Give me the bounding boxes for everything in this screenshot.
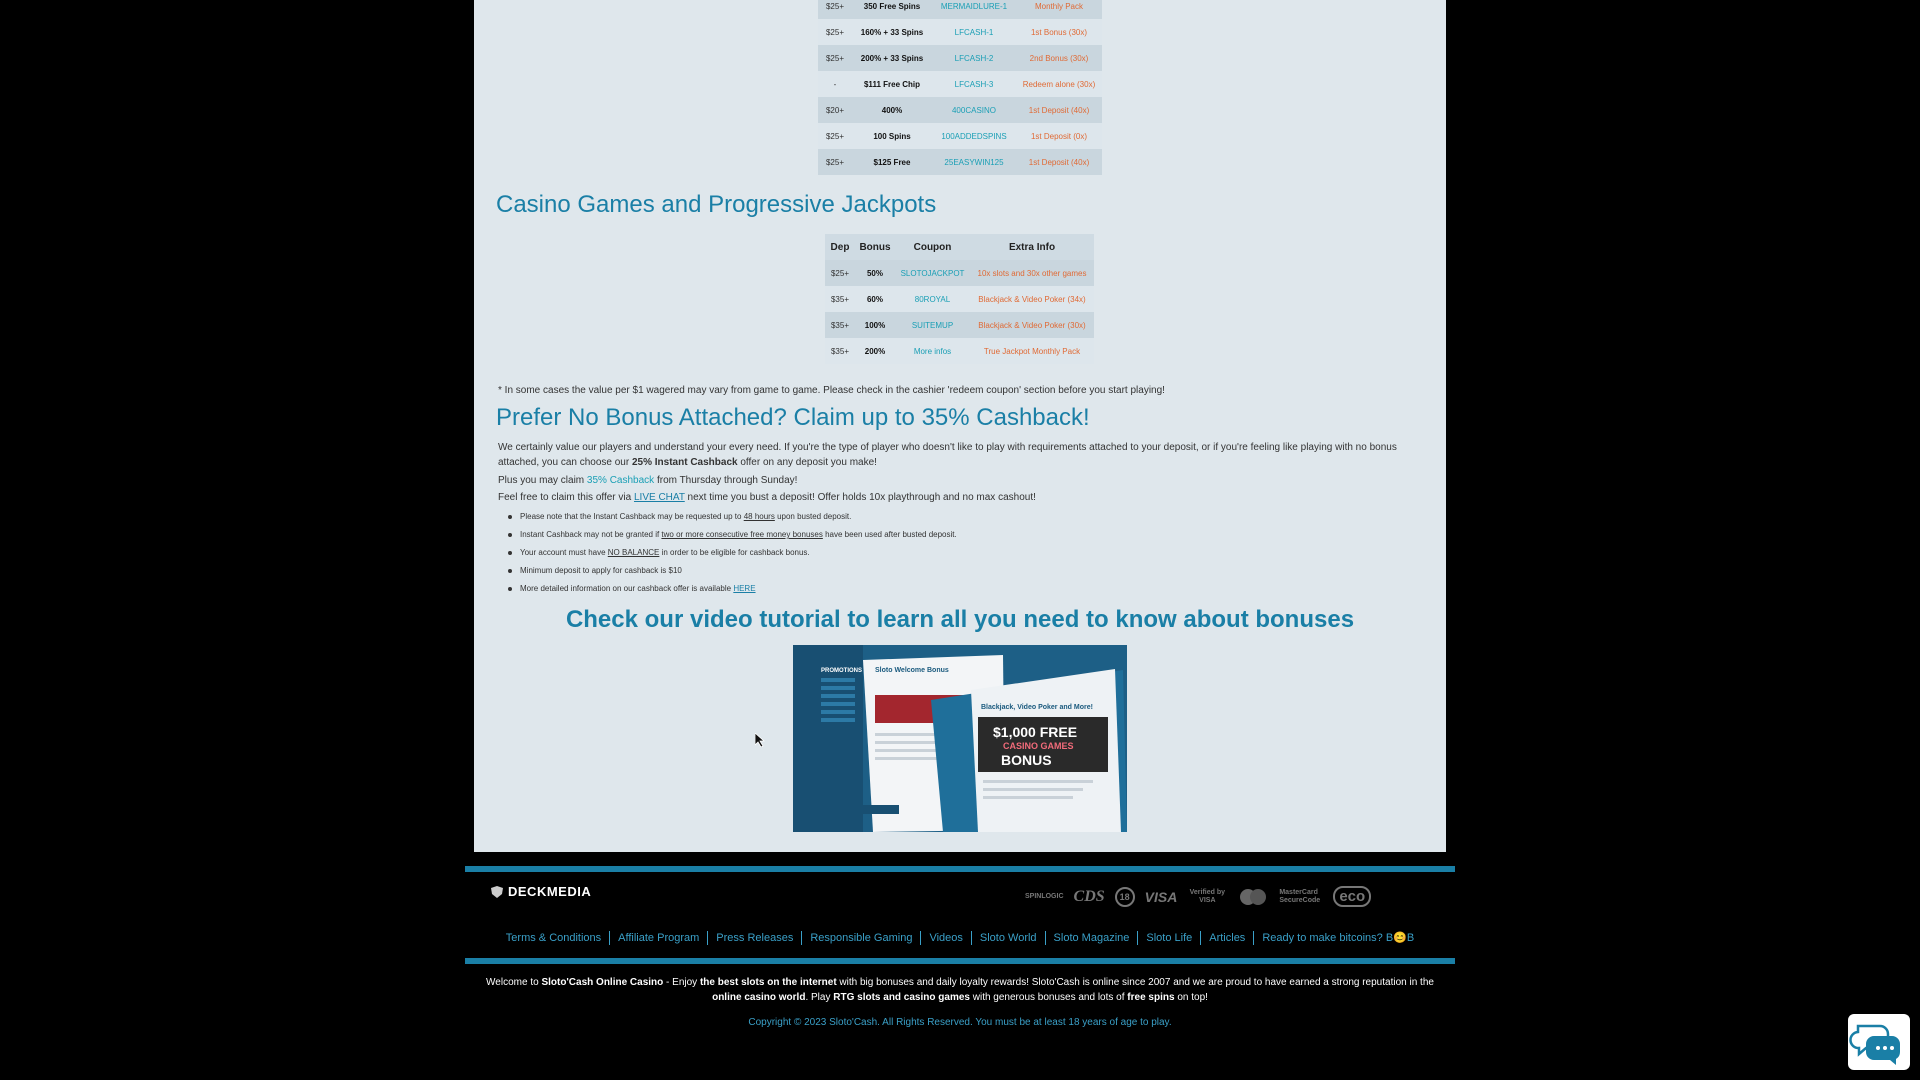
text: . Play bbox=[805, 992, 834, 1003]
casino-heading: Casino Games and Progressive Jackpots bbox=[496, 191, 937, 218]
cell-dep: $35+ bbox=[825, 286, 855, 312]
footer-link-sloto-life[interactable]: Sloto Life bbox=[1138, 931, 1201, 945]
cashback-paragraph-3 bbox=[498, 490, 1428, 505]
text: Sloto'Cash Online Casino bbox=[541, 977, 664, 988]
video-thumbnail[interactable] bbox=[793, 645, 1127, 832]
table-row bbox=[818, 45, 1102, 71]
text: Plus you may claim bbox=[498, 475, 587, 486]
cell-extra: Blackjack & Video Poker (34x) bbox=[970, 286, 1094, 312]
footer-bottom-divider bbox=[465, 958, 1455, 964]
footer-link-responsible-gaming[interactable]: Responsible Gaming bbox=[802, 931, 921, 945]
text: Feel free to claim this offer via bbox=[498, 492, 634, 503]
cell-dep: $25+ bbox=[818, 0, 852, 19]
deckmedia-shield-icon bbox=[490, 885, 504, 899]
footer-link-sloto-magazine[interactable]: Sloto Magazine bbox=[1046, 931, 1139, 945]
cell-bonus: 350 Free Spins bbox=[852, 0, 932, 19]
cell-extra: 1st Deposit (40x) bbox=[1016, 97, 1102, 123]
spinlogic-logo: SPINLOGIC bbox=[1025, 893, 1064, 900]
cell-dep: $35+ bbox=[825, 338, 855, 364]
thumb-banner-amount: $1,000 FREE bbox=[993, 724, 1078, 740]
hours-link[interactable]: 48 hours bbox=[743, 512, 775, 521]
text: from Thursday through Sunday! bbox=[654, 475, 798, 486]
cell-dep: - bbox=[818, 71, 852, 97]
casino-table bbox=[825, 234, 1094, 364]
text: on top! bbox=[1174, 992, 1208, 1003]
mastercard-securecode-logo: MasterCard SecureCode bbox=[1279, 888, 1321, 904]
mastercard-circles-icon bbox=[1237, 888, 1269, 906]
text: have been used after busted deposit. bbox=[822, 530, 957, 539]
list-item bbox=[500, 580, 957, 598]
payment-logos bbox=[1025, 886, 1371, 907]
cell-bonus: $111 Free Chip bbox=[852, 71, 932, 97]
cell-coupon[interactable]: LFCASH-2 bbox=[932, 45, 1016, 71]
cell-coupon[interactable]: 400CASINO bbox=[932, 97, 1016, 123]
cell-extra: 1st Deposit (0x) bbox=[1016, 123, 1102, 149]
no-balance-link[interactable]: NO BALANCE bbox=[607, 548, 660, 557]
footer-link-affiliate[interactable]: Affiliate Program bbox=[610, 931, 708, 945]
cell-coupon[interactable]: 100ADDEDSPINS bbox=[932, 123, 1016, 149]
cell-extra: 10x slots and 30x other games bbox=[970, 260, 1094, 286]
consecutive-bonuses-link[interactable]: two or more consecutive free money bonuses bbox=[661, 530, 823, 539]
cell-bonus: 100 Spins bbox=[852, 123, 932, 149]
text: the best slots on the internet bbox=[699, 977, 837, 988]
text: Your account must have bbox=[520, 548, 608, 557]
table-row bbox=[825, 260, 1094, 286]
list-item bbox=[500, 508, 957, 526]
table-row bbox=[818, 71, 1102, 97]
col-header-coupon: Coupon bbox=[895, 234, 970, 260]
cds-logo: CDS bbox=[1073, 887, 1105, 905]
mouse-cursor-icon bbox=[755, 733, 765, 747]
video-thumbnail-art bbox=[793, 645, 1127, 832]
here-link[interactable]: HERE bbox=[733, 584, 756, 593]
verified-by-visa-logo: Verified by VISA bbox=[1189, 888, 1226, 904]
cell-bonus: $125 Free bbox=[852, 149, 932, 175]
cell-extra: Redeem alone (30x) bbox=[1016, 71, 1102, 97]
footer-link-press[interactable]: Press Releases bbox=[708, 931, 802, 945]
text: upon busted deposit. bbox=[774, 512, 852, 521]
text: free spins bbox=[1127, 992, 1175, 1003]
footer-link-terms[interactable]: Terms & Conditions bbox=[498, 931, 610, 945]
text: online casino world bbox=[712, 992, 806, 1003]
cell-bonus: 50% bbox=[855, 260, 895, 286]
cell-dep: $20+ bbox=[818, 97, 852, 123]
cell-extra: Monthly Pack bbox=[1016, 0, 1102, 19]
live-chat-widget-button[interactable] bbox=[1848, 1014, 1910, 1070]
cell-bonus: 60% bbox=[855, 286, 895, 312]
visa-logo: VISA bbox=[1144, 888, 1178, 905]
text: with generous bonuses and lots of bbox=[969, 992, 1128, 1003]
cell-bonus: 200% + 33 Spins bbox=[852, 45, 932, 71]
text: - Enjoy bbox=[663, 977, 700, 988]
cell-coupon[interactable]: LFCASH-1 bbox=[932, 19, 1016, 45]
cell-dep: $25+ bbox=[818, 19, 852, 45]
instant-cashback-emphasis: 25% Instant Cashback bbox=[631, 457, 738, 468]
text: Welcome to bbox=[486, 977, 542, 988]
deckmedia-logo[interactable] bbox=[490, 884, 591, 899]
table-row bbox=[825, 312, 1094, 338]
cell-coupon[interactable]: More infos bbox=[895, 338, 970, 364]
table-row bbox=[825, 338, 1094, 364]
text: We certainly value our players and understand your every need. If you're the type of player who doesn't like to play with requirements attached to your deposit, or if you're feeling like playing with no bonus attached, you can choose our bbox=[498, 442, 1397, 468]
thumb-card2-title: Blackjack, Video Poker and More! bbox=[981, 704, 1093, 711]
cell-coupon[interactable]: 80ROYAL bbox=[895, 286, 970, 312]
cell-coupon[interactable]: SUITEMUP bbox=[895, 312, 970, 338]
table-row bbox=[818, 97, 1102, 123]
col-header-dep: Dep bbox=[825, 234, 855, 260]
cell-dep: $25+ bbox=[818, 45, 852, 71]
thumb-promotions-label: PROMOTIONS bbox=[821, 668, 863, 674]
cell-bonus: 160% + 33 Spins bbox=[852, 19, 932, 45]
promo-table-top bbox=[818, 0, 1102, 175]
cell-dep: $35+ bbox=[825, 312, 855, 338]
footer-top-divider bbox=[465, 866, 1455, 872]
deckmedia-logo-text: DECKMEDIA bbox=[508, 884, 592, 899]
text: Instant Cashback may not be granted if bbox=[520, 530, 662, 539]
table-row bbox=[818, 123, 1102, 149]
cell-dep: $25+ bbox=[818, 123, 852, 149]
eco-logo: eco bbox=[1333, 886, 1371, 907]
cell-dep: $25+ bbox=[825, 260, 855, 286]
text: offer on any deposit you make! bbox=[737, 457, 877, 468]
text: RTG slots and casino games bbox=[833, 992, 970, 1003]
cell-extra: 2nd Bonus (30x) bbox=[1016, 45, 1102, 71]
footer-links bbox=[474, 931, 1446, 945]
thumb-card1-title: Sloto Welcome Bonus bbox=[875, 667, 949, 674]
text: More detailed information on our cashback offer is available bbox=[520, 584, 734, 593]
thumb-banner-bonus: BONUS bbox=[1001, 752, 1052, 768]
cell-extra: Blackjack & Video Poker (30x) bbox=[970, 312, 1094, 338]
footer-link-articles[interactable]: Articles bbox=[1201, 931, 1254, 945]
list-item: Minimum deposit to apply for cashback is $10 bbox=[500, 562, 957, 580]
footer-link-sloto-world[interactable]: Sloto World bbox=[972, 931, 1046, 945]
text: Please note that the Instant Cashback may be requested up to bbox=[520, 512, 744, 521]
cell-coupon[interactable]: MERMAIDLURE-1 bbox=[932, 0, 1016, 19]
cashback-rules-list bbox=[500, 508, 957, 598]
live-chat-link[interactable]: LIVE CHAT bbox=[633, 492, 685, 503]
table-row bbox=[818, 19, 1102, 45]
age-18-icon: 18 bbox=[1115, 887, 1135, 907]
cell-extra: True Jackpot Monthly Pack bbox=[970, 338, 1094, 364]
col-header-extra: Extra Info bbox=[970, 234, 1094, 260]
table-row bbox=[825, 286, 1094, 312]
cell-coupon[interactable]: SLOTOJACKPOT bbox=[895, 260, 970, 286]
text: next time you bust a deposit! Offer holds 10x playthrough and no max cashout! bbox=[684, 492, 1036, 503]
cell-coupon[interactable]: 25EASYWIN125 bbox=[932, 149, 1016, 175]
cashback-paragraph-1 bbox=[498, 440, 1428, 470]
table-row bbox=[818, 0, 1102, 19]
chat-bubbles-icon bbox=[1848, 1014, 1910, 1070]
welcome-text bbox=[474, 975, 1446, 1005]
footer-link-videos[interactable]: Videos bbox=[921, 931, 971, 945]
col-header-bonus: Bonus bbox=[855, 234, 895, 260]
cell-coupon[interactable]: LFCASH-3 bbox=[932, 71, 1016, 97]
cashback-35-highlight: 35% Cashback bbox=[586, 475, 655, 486]
text: with big bonuses and daily loyalty rewards! Sloto'Cash is online since 2007 and we are proud to have earned a strong reputation in the bbox=[836, 977, 1434, 988]
list-item bbox=[500, 526, 957, 544]
cell-extra: 1st Bonus (30x) bbox=[1016, 19, 1102, 45]
copyright: Copyright © 2023 Sloto'Cash. All Rights Reserved. You must be at least 18 years of age to play. bbox=[748, 1017, 1172, 1028]
cell-bonus: 200% bbox=[855, 338, 895, 364]
thumb-banner-games: CASINO GAMES bbox=[1003, 741, 1074, 751]
casino-footnote: * In some cases the value per $1 wagered may vary from game to game. Please check in the cashier 'redeem coupon' section before you start playing! bbox=[498, 385, 1165, 396]
cashback-heading: Prefer No Bonus Attached? Claim up to 35% Cashback! bbox=[496, 404, 1090, 431]
list-item bbox=[500, 544, 957, 562]
video-tutorial-heading: Check our video tutorial to learn all you need to know about bonuses bbox=[565, 606, 1355, 633]
cell-bonus: 400% bbox=[852, 97, 932, 123]
cashback-paragraph-2 bbox=[498, 473, 1428, 488]
cell-dep: $25+ bbox=[818, 149, 852, 175]
footer-link-bitcoins[interactable]: Ready to make bitcoins? B😊B bbox=[1262, 932, 1415, 944]
cell-extra: 1st Deposit (40x) bbox=[1016, 149, 1102, 175]
table-row bbox=[818, 149, 1102, 175]
cell-bonus: 100% bbox=[855, 312, 895, 338]
text: in order to be eligible for cashback bonus. bbox=[659, 548, 810, 557]
